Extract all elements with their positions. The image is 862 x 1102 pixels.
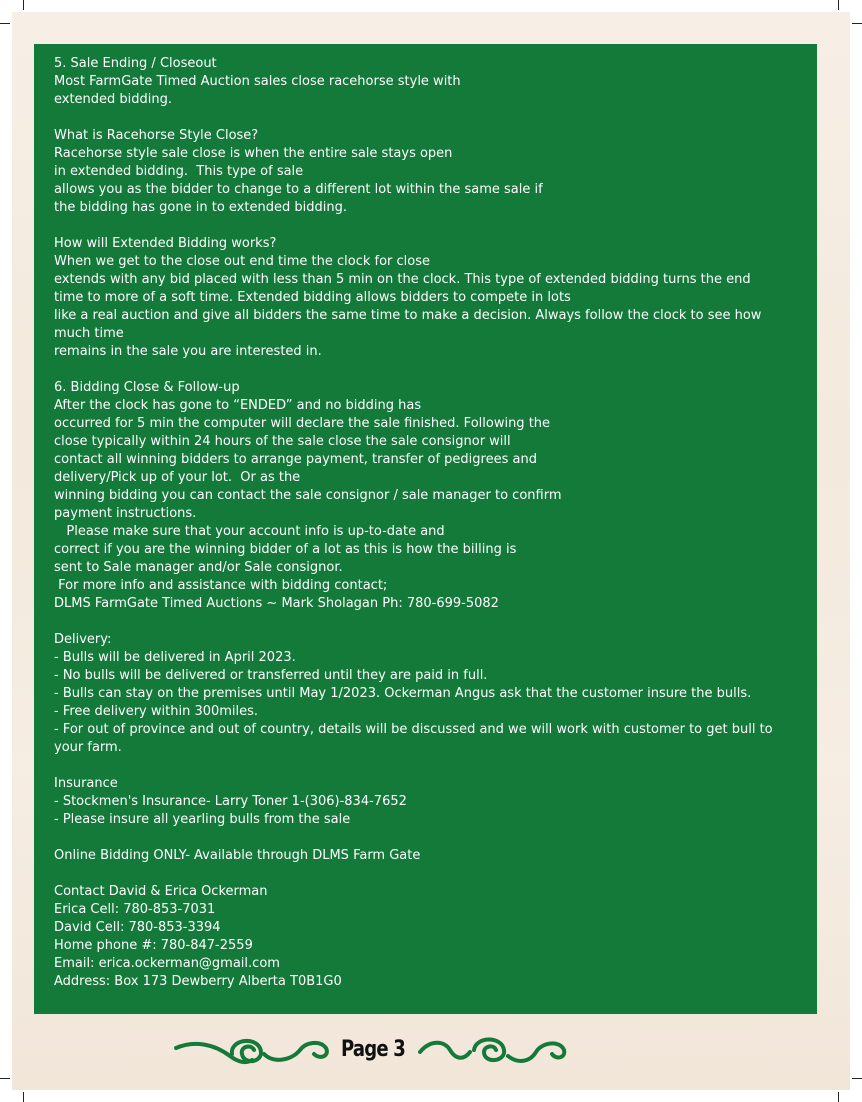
text-line: contact all winning bidders to arrange payment, transfer of pedigrees and <box>54 452 537 467</box>
blank-line <box>54 361 799 379</box>
crop-mark-top-left-h <box>0 23 10 24</box>
text-line: like a real auction and give all bidders the same time to make a decision. Always follow the clock to see how much time <box>54 308 762 341</box>
text-line: payment instructions. <box>54 506 197 521</box>
crop-mark-top-left-v <box>23 0 24 10</box>
text-line: Please make sure that your account info is up-to-date and <box>54 524 445 539</box>
crop-mark-top-right-h <box>852 23 862 24</box>
text-line: Online Bidding ONLY- Available through DLMS Farm Gate <box>54 848 421 863</box>
swirl-ornament-icon <box>418 1030 568 1074</box>
text-line: After the clock has gone to “ENDED” and no bidding has <box>54 398 422 413</box>
text-line: occurred for 5 min the computer will declare the sale finished. Following the <box>54 416 551 431</box>
text-line: How will Extended Bidding works? <box>54 236 277 251</box>
text-line: time to more of a soft time. Extended bidding allows bidders to compete in lots <box>54 290 571 305</box>
page-footer <box>0 1030 862 1074</box>
text-line: close typically within 24 hours of the sale close the sale consignor will <box>54 434 511 449</box>
text-line: Most FarmGate Timed Auction sales close racehorse style with <box>54 74 461 89</box>
text-line: What is Racehorse Style Close? <box>54 128 259 143</box>
blank-line <box>54 829 799 847</box>
text-line: David Cell: 780-853-3394 <box>54 920 221 935</box>
document-body <box>54 55 799 991</box>
blank-line <box>54 757 799 775</box>
text-line: Insurance <box>54 776 118 791</box>
blank-line <box>54 109 799 127</box>
swirl-ornament-icon <box>174 1030 330 1074</box>
blank-line <box>54 865 799 883</box>
crop-mark-bottom-right-v <box>838 1092 839 1102</box>
crop-mark-bottom-left-v <box>23 1092 24 1102</box>
text-line: sent to Sale manager and/or Sale consignor. <box>54 560 343 575</box>
crop-mark-top-right-v <box>838 0 839 10</box>
text-line: Email: erica.ockerman@gmail.com <box>54 956 280 971</box>
text-line: remains in the sale you are interested in. <box>54 344 322 359</box>
text-line: correct if you are the winning bidder of a lot as this is how the billing is <box>54 542 517 557</box>
crop-mark-bottom-right-h <box>852 1078 862 1079</box>
blank-line <box>54 217 799 235</box>
text-line: DLMS FarmGate Timed Auctions ~ Mark Sholagan Ph: 780-699-5082 <box>54 596 499 611</box>
blank-line <box>54 613 799 631</box>
text-line: 5. Sale Ending / Closeout <box>54 56 217 71</box>
text-line: - Please insure all yearling bulls from the sale <box>54 812 351 827</box>
text-line: allows you as the bidder to change to a different lot within the same sale if <box>54 182 543 197</box>
text-line: For more info and assistance with bidding contact; <box>54 578 388 593</box>
text-line: 6. Bidding Close & Follow-up <box>54 380 240 395</box>
text-line: - Stockmen's Insurance- Larry Toner 1-(306)-834-7652 <box>54 794 407 809</box>
text-line: - No bulls will be delivered or transferred until they are paid in full. <box>54 668 488 683</box>
text-line: Contact David & Erica Ockerman <box>54 884 268 899</box>
text-line: the bidding has gone in to extended bidding. <box>54 200 347 215</box>
text-line: in extended bidding. This type of sale <box>54 164 304 179</box>
text-line: - Bulls will be delivered in April 2023. <box>54 650 296 665</box>
text-line: extended bidding. <box>54 92 173 107</box>
text-line: Home phone #: 780-847-2559 <box>54 938 253 953</box>
content-panel <box>34 44 817 1014</box>
text-line: Address: Box 173 Dewberry Alberta T0B1G0 <box>54 974 342 989</box>
text-line: When we get to the close out end time the clock for close <box>54 254 430 269</box>
text-line: extends with any bid placed with less than 5 min on the clock. This type of extended bidding turns the end <box>54 272 751 287</box>
text-line: Delivery: <box>54 632 112 647</box>
crop-mark-bottom-left-h <box>0 1078 10 1079</box>
text-line: Erica Cell: 780-853-7031 <box>54 902 216 917</box>
page-number: Page 3 <box>341 1037 405 1062</box>
text-line: - For out of province and out of country, details will be discussed and we will work with customer to get bull to your farm. <box>54 722 773 755</box>
text-line: delivery/Pick up of your lot. Or as the <box>54 470 301 485</box>
text-line: winning bidding you can contact the sale consignor / sale manager to confirm <box>54 488 562 503</box>
text-line: - Free delivery within 300miles. <box>54 704 259 719</box>
text-line: Racehorse style sale close is when the entire sale stays open <box>54 146 453 161</box>
text-line: - Bulls can stay on the premises until May 1/2023. Ockerman Angus ask that the customer insure the bulls. <box>54 686 752 701</box>
